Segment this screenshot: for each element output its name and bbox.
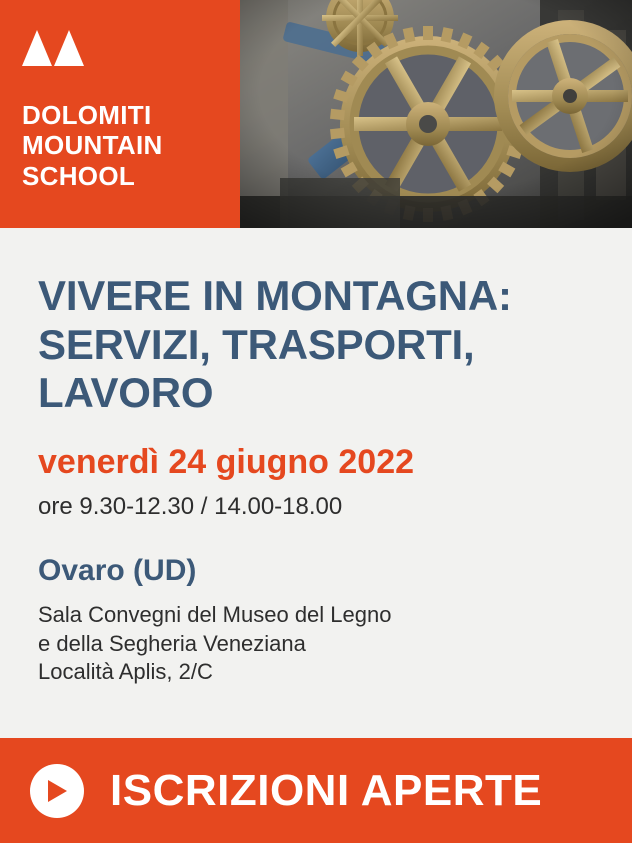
event-location: Ovaro (UD) — [38, 553, 197, 587]
brand-line-1: DOLOMITI — [22, 100, 152, 130]
brand-line-3: SCHOOL — [22, 160, 136, 191]
venue-line-2: e della Segheria Veneziana — [38, 630, 306, 656]
registration-label: ISCRIZIONI APERTE — [110, 765, 543, 815]
event-title — [38, 272, 598, 418]
mountain-icon — [22, 26, 84, 66]
event-title-line-2: SERVIZI, TRASPORTI, — [38, 320, 475, 368]
play-icon[interactable] — [30, 764, 84, 818]
registration-banner[interactable] — [0, 738, 632, 843]
brand-block — [0, 0, 240, 228]
brand-line-2: MOUNTAIN — [22, 130, 163, 161]
venue-line-1: Sala Convegni del Museo del Legno — [38, 601, 392, 627]
poster-body — [0, 228, 632, 738]
event-title-line-3: LAVORO — [38, 369, 214, 417]
event-title-line-1: VIVERE IN MONTAGNA: — [38, 272, 512, 319]
event-venue — [38, 601, 598, 687]
venue-line-3: Località Aplis, 2/C — [38, 659, 213, 685]
event-time: ore 9.30-12.30 / 14.00-18.00 — [38, 492, 343, 520]
clock-gears-photo — [240, 0, 632, 228]
brand-name — [22, 100, 220, 191]
event-date: venerdì 24 giugno 2022 — [38, 443, 415, 482]
poster-header — [0, 0, 632, 228]
